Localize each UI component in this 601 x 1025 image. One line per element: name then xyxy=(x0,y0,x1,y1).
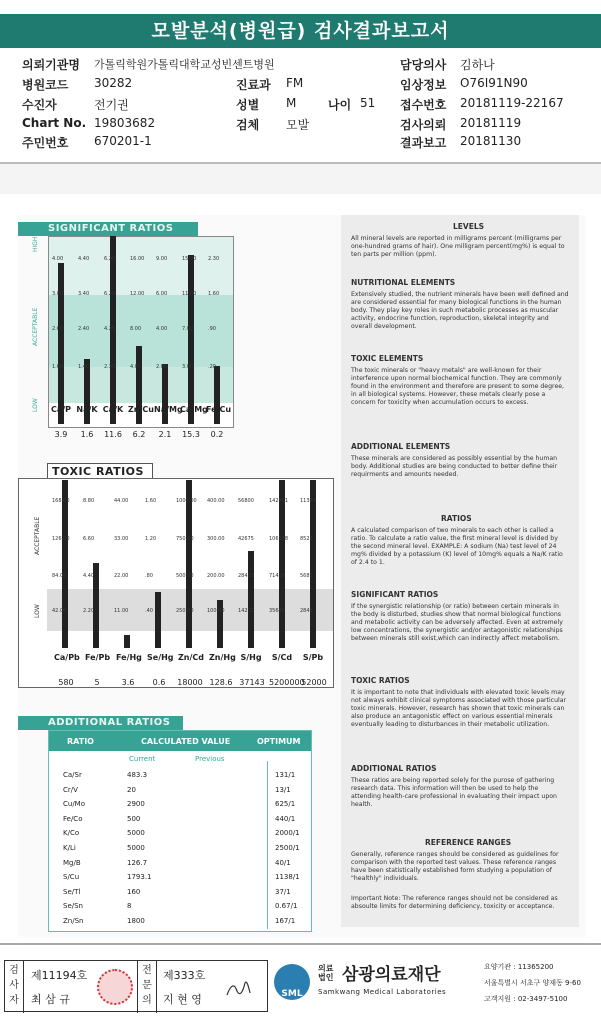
tick-label: 84.00 xyxy=(52,573,67,579)
current-value: 5000 xyxy=(127,829,145,838)
specialist-no: 제333호 xyxy=(163,969,206,982)
tick-label: 35645 xyxy=(269,608,285,614)
category-label: Fe/Cu xyxy=(206,405,232,414)
value-label: 37143 xyxy=(239,678,265,687)
age-value: 51 xyxy=(360,96,376,110)
table-row xyxy=(49,842,311,855)
report-title: 모발분석(병원급) 검사결과보고서 xyxy=(0,14,601,48)
table-row xyxy=(49,813,311,826)
significant-ratios-heading: SIGNIFICANT RATIOS xyxy=(18,222,198,236)
important-note: Important Note: The reference ranges should not be considered as absoulte limits for determining deficiency, toxicity or acceptance. xyxy=(351,895,558,910)
nutritional-text: Extensively studied, the nutrient minerals have been well defined and are considered essential for many biological functions in the human body. They play key roles in such metabolic processes as muscular activity, endocrine function, reproduction, skeletal integrity and overall development. xyxy=(351,291,569,330)
ratios-heading: RATIOS xyxy=(441,514,472,523)
code-value: 30282 xyxy=(94,76,133,90)
clin-value: O76I91N90 xyxy=(460,76,528,90)
optimum-value: 2500/1 xyxy=(275,844,300,852)
category-label: S/Cd xyxy=(271,653,293,662)
examiner-name: 최 삼 규 xyxy=(31,993,70,1006)
signature-icon xyxy=(223,975,253,1001)
org-type: 의료법인 xyxy=(318,964,334,982)
tick-label: 28450 xyxy=(238,573,254,579)
sex-value: M xyxy=(286,96,297,110)
ratio-name: Cr/V xyxy=(63,785,78,794)
chart-value: 19803682 xyxy=(94,116,156,130)
footer xyxy=(0,958,601,1016)
ratio-name: Mg/B xyxy=(63,858,81,867)
examiner-no: 제11194호 xyxy=(31,969,88,982)
tick-label: 22.00 xyxy=(114,573,129,579)
tick-label: 500.00 xyxy=(176,573,194,579)
table-row xyxy=(49,827,311,840)
rrn-label: 주민번호 xyxy=(22,136,69,150)
table-row xyxy=(49,886,311,899)
ratio-name: Se/Tl xyxy=(63,887,81,896)
table-row xyxy=(49,798,311,811)
doctor-label: 담당의사 xyxy=(400,58,447,72)
tick-label: 3.00 xyxy=(52,291,64,297)
value-label: 3.6 xyxy=(121,678,135,687)
bar xyxy=(310,480,316,648)
levels-text: All mineral levels are reported in milligrams percent (milligrams per one-hundred grams of hair). One milligram percent(mg%) is equal to ten parts per million (ppm). xyxy=(351,235,565,258)
tick-label: 250.00 xyxy=(176,608,194,614)
current-value: 500 xyxy=(127,814,141,823)
bar xyxy=(162,364,168,424)
ratio-name: Cu/Mo xyxy=(63,800,86,809)
tick-label: 4.40 xyxy=(83,573,95,579)
category-label: Ca/Pb xyxy=(54,653,80,662)
category-label: Zn/Cd xyxy=(178,653,205,662)
tick-label: 8.00 xyxy=(130,326,142,332)
recv-label: 접수번호 xyxy=(400,98,447,112)
category-label: Fe/Pb xyxy=(85,653,111,662)
value-label: 15.3 xyxy=(182,430,200,439)
additional-ratios-table xyxy=(48,730,312,932)
value-label: 18000 xyxy=(177,678,203,687)
optimum-value: 1138/1 xyxy=(275,873,300,882)
optimum-value: 40/1 xyxy=(275,858,291,867)
doctor-value: 김하나 xyxy=(460,58,495,72)
value-label: 2.1 xyxy=(158,430,172,439)
table-header xyxy=(49,731,311,751)
category-label: Ca/K xyxy=(102,405,124,414)
sig-ratios-text: If the synergistic relationship (or ratio) between certain minerals in the body is disturbed, studies show that normal biological functions and metabolic activity can be adversely affected. Even at extremely low concentrations, the synergistic and/or antagonistic relationships between minerals still exist,which can indirectly affect metabolism. xyxy=(351,603,563,642)
optimum-value: 440/1 xyxy=(275,814,296,823)
tick-label: 44.00 xyxy=(114,498,129,504)
tick-label: 4.00 xyxy=(130,364,142,370)
tick-label: 4.00 xyxy=(52,256,64,262)
tick-label: 4.40 xyxy=(78,256,90,262)
tick-label: 106158 xyxy=(269,536,289,542)
ratio-name: K/Li xyxy=(63,844,76,852)
tick-label: .40 xyxy=(145,608,153,614)
tick-label: 100.00 xyxy=(207,608,225,614)
additional-ratios-heading-side: ADDITIONAL RATIOS xyxy=(351,764,437,773)
rep-value: 20181130 xyxy=(460,134,522,148)
tick-label: 2.40 xyxy=(78,326,90,332)
category-label: Na/K xyxy=(76,405,98,414)
tick-label: 11.00 xyxy=(182,291,197,297)
telephone: 고객지원 : 02-3497-5100 xyxy=(484,995,568,1003)
name-label: 수진자 xyxy=(22,98,57,112)
code-label: 병원코드 xyxy=(22,78,69,92)
tick-label: 400.00 xyxy=(207,498,225,504)
category-label: S/Pb xyxy=(302,653,324,662)
zone-low-label: LOW xyxy=(34,604,41,618)
chart-label: Chart No. xyxy=(22,116,87,130)
req-label: 검사의뢰 xyxy=(400,118,447,132)
signature-box xyxy=(4,960,268,1012)
tick-label: 8.80 xyxy=(83,498,95,504)
header-optimum: OPTIMUM xyxy=(257,737,301,746)
tick-label: 11.00 xyxy=(114,608,129,614)
value-label: 52000 xyxy=(301,678,327,687)
name-value: 전기권 xyxy=(94,98,129,112)
category-label: S/Hg xyxy=(240,653,262,662)
toxic-ratios-heading: TOXIC RATIOS xyxy=(47,463,153,480)
tick-label: 6.60 xyxy=(83,536,95,542)
tick-label: 12.00 xyxy=(130,291,145,297)
optimum-value: 2000/1 xyxy=(275,829,300,838)
value-label: 5200000 xyxy=(269,678,305,687)
tick-label: 2841 xyxy=(300,608,313,614)
address: 서울특별시 서초구 양재동 9-60 xyxy=(484,979,581,987)
bar xyxy=(279,480,285,648)
sml-logo-text: SML xyxy=(281,989,303,999)
high-zone xyxy=(49,237,233,295)
table-row xyxy=(49,871,311,884)
tick-label: 168.00 xyxy=(52,498,70,504)
dept-value: FM xyxy=(286,76,304,90)
subheader-previous: Previous xyxy=(195,755,225,763)
footer-divider xyxy=(0,943,601,945)
nutritional-heading: NUTRITIONAL ELEMENTS xyxy=(351,278,456,287)
category-label: Zn/Cu xyxy=(128,405,154,414)
tick-label: 1.60 xyxy=(52,364,64,370)
tick-label: 750.00 xyxy=(176,536,194,542)
recv-value: 20181119-22167 xyxy=(460,96,564,110)
current-value: 126.7 xyxy=(127,858,148,867)
separator-band xyxy=(0,164,601,194)
levels-heading: LEVELS xyxy=(453,222,485,231)
ratio-name: S/Cu xyxy=(63,873,80,882)
bar xyxy=(124,635,130,648)
optimum-value: 625/1 xyxy=(275,800,296,809)
table-row xyxy=(49,784,311,797)
additional-ratios-heading: ADDITIONAL RATIOS xyxy=(18,716,183,730)
ratio-name: Fe/Co xyxy=(63,814,83,823)
value-label: 11.6 xyxy=(104,430,122,439)
table-row xyxy=(49,915,311,928)
tick-label: 1.40 xyxy=(78,364,90,370)
tick-label: 9.00 xyxy=(156,256,168,262)
tick-label: 8523 xyxy=(300,536,313,542)
req-value: 20181119 xyxy=(460,116,522,130)
tick-label: 56800 xyxy=(238,498,254,504)
explanation-panel xyxy=(341,215,579,927)
toxic-ratios-heading-side: TOXIC RATIOS xyxy=(351,676,410,685)
tick-label: 33.00 xyxy=(114,536,129,542)
bar xyxy=(62,480,68,648)
ratio-name: K/Co xyxy=(63,829,80,838)
tick-label: 3.40 xyxy=(78,291,90,297)
tick-label: 2.00 xyxy=(156,364,168,370)
value-label: 0.2 xyxy=(210,430,224,439)
zone-low-label: LOW xyxy=(32,398,39,412)
bar xyxy=(248,551,254,648)
tick-label: .20 xyxy=(208,364,216,370)
tick-label: 1.60 xyxy=(208,291,220,297)
tick-label: 11364 xyxy=(300,498,316,504)
tick-label: 126.00 xyxy=(52,536,70,542)
value-label: 6.2 xyxy=(132,430,146,439)
ratio-name: Zn/Sn xyxy=(63,917,84,925)
tick-label: 6.20 xyxy=(104,256,116,262)
toxic-elements-heading: TOXIC ELEMENTS xyxy=(351,354,424,363)
clin-label: 임상정보 xyxy=(400,78,447,92)
dept-label: 진료과 xyxy=(236,78,271,92)
category-label: Se/Hg xyxy=(147,653,174,662)
current-value: 483.3 xyxy=(127,771,148,779)
tick-label: 300.00 xyxy=(207,536,225,542)
reference-text: Generally, reference ranges should be considered as guidelines for comparison with the reported test values. These reference ranges have been statistically established form studying a population of "healthly" individuals. xyxy=(351,851,559,882)
toxic-elements-text: The toxic minerals or "heavy metals" are well-known for their interference upon normal biochemical function. They are commonly found in the environment and therefore are present to some degree, in all biological systems. However, these metals clearly pose a concern for toxicity when accumulation occurs to excess. xyxy=(351,367,565,406)
current-value: 1800 xyxy=(127,917,145,925)
ratio-name: Se/Sn xyxy=(63,902,83,911)
category-label: Ca/Mg xyxy=(180,405,208,414)
bar xyxy=(217,600,223,648)
value-label: 3.9 xyxy=(54,430,68,439)
reference-heading: REFERENCE RANGES xyxy=(425,838,512,847)
tick-label: 200.00 xyxy=(207,573,225,579)
table-row xyxy=(49,857,311,870)
tick-label: 2.60 xyxy=(52,326,64,332)
rep-label: 결과보고 xyxy=(400,136,447,150)
tick-label: 4.25 xyxy=(104,326,116,332)
additional-elements-text: These minerals are considered as possibly essential by the human body. Additional studies are being conducted to better define their requirments and amounts needed. xyxy=(351,455,558,478)
tick-label: 1.20 xyxy=(145,536,157,542)
value-label: 5 xyxy=(94,678,100,687)
age-label: 나이 xyxy=(328,98,352,112)
toxic-ratios-text: It is important to note that individuals with elevated toxic levels may not always exhibit clinical symptoms associated with those particular toxic minerals. However, research has shown that toxic minerals can also produce an antagonistic effect on various essential minerals eventually leading to disturbances in their metabolic utilization. xyxy=(351,689,567,728)
specialist-label: 전문의 xyxy=(137,961,157,1013)
header-calculated: CALCULATED VALUE xyxy=(141,737,231,746)
tick-label: 1000.00 xyxy=(176,498,197,504)
specialist-name: 지 현 영 xyxy=(163,993,202,1006)
category-label: Zn/Hg xyxy=(209,653,236,662)
optimum-value: 0.67/1 xyxy=(275,902,298,911)
tick-label: 142851 xyxy=(269,498,289,504)
tick-label: 71428 xyxy=(269,573,285,579)
optimum-value: 131/1 xyxy=(275,771,296,779)
zone-high-label: HIGH xyxy=(32,236,39,252)
table-row xyxy=(49,769,311,782)
tick-label: 42675 xyxy=(238,536,254,542)
value-label: 1.6 xyxy=(80,430,94,439)
current-value: 1793.1 xyxy=(127,873,152,882)
test-label: 검체 xyxy=(236,118,260,132)
tick-label: 7.00 xyxy=(182,326,194,332)
zone-acceptable-label: ACCEPTABLE xyxy=(32,307,39,346)
category-label: Na/Mg xyxy=(154,405,183,414)
ratios-text: A calculated comparison of two minerals to each other is called a ratio. To calculate a ratio value, the first mineral level is divided by the second mineral level. EXAMPLE: A sodium (Na) test level of 24 mg% divided by a potassium (K) level of 10mg% equals a Na/K ratio of 2.4 to 1. xyxy=(351,527,563,566)
current-value: 8 xyxy=(127,902,132,911)
tick-label: 16.00 xyxy=(130,256,145,262)
test-value: 모발 xyxy=(286,118,310,132)
tick-label: .80 xyxy=(145,573,153,579)
current-value: 20 xyxy=(127,785,136,794)
optimum-value: 167/1 xyxy=(275,917,296,925)
sml-logo-icon xyxy=(274,964,310,1000)
agency-code: 요양기관 : 11365200 xyxy=(484,963,554,971)
additional-ratios-text: These ratios are being reported solely for the purose of gathering research data. This information will then be used to help the attending health-care professional in evaluating their impact upon health. xyxy=(351,777,557,808)
tick-label: .90 xyxy=(208,326,216,332)
optimum-value: 13/1 xyxy=(275,785,291,794)
tick-label: 6.20 xyxy=(104,291,116,297)
rrn-value: 670201-1 xyxy=(94,134,152,148)
tick-label: 1.60 xyxy=(145,498,157,504)
seal-stamp xyxy=(97,969,133,1005)
bar xyxy=(214,366,220,424)
tick-label: 4.00 xyxy=(156,326,168,332)
tick-label: 2.30 xyxy=(104,364,116,370)
tick-label: 6.00 xyxy=(156,291,168,297)
bar xyxy=(186,480,192,648)
subheader-current: Current xyxy=(129,755,156,763)
tick-label: 42.00 xyxy=(52,608,67,614)
org-name: 삼광의료재단 xyxy=(342,965,441,985)
examiner-label: 검사자 xyxy=(5,961,24,1013)
optimum-value: 37/1 xyxy=(275,887,291,896)
sig-ratios-heading: SIGNIFICANT RATIOS xyxy=(351,590,439,599)
inst-value: 가톨릭학원가톨릭대학교성빈센트병원 xyxy=(94,58,275,71)
current-value: 160 xyxy=(127,887,141,896)
current-value: 2900 xyxy=(127,800,145,809)
value-label: 0.6 xyxy=(152,678,166,687)
header-ratio: RATIO xyxy=(67,737,94,746)
category-label: Ca/P xyxy=(50,405,72,414)
zone-acceptable-label: ACCEPTABLE xyxy=(34,516,41,555)
bar xyxy=(188,255,194,424)
tick-label: 15.00 xyxy=(182,256,197,262)
org-name-en: Samkwang Medical Laboratories xyxy=(318,988,447,996)
table-row xyxy=(49,900,311,913)
tick-label: 2.20 xyxy=(83,608,95,614)
tick-label: 14225 xyxy=(238,608,254,614)
sex-label: 성별 xyxy=(236,98,260,112)
category-label: Fe/Hg xyxy=(116,653,142,662)
current-value: 5000 xyxy=(127,844,145,852)
bar xyxy=(58,263,64,425)
inst-label: 의뢰기관명 xyxy=(22,58,80,72)
ratio-name: Ca/Sr xyxy=(63,771,82,779)
tick-label: 5682 xyxy=(300,573,313,579)
bar xyxy=(155,592,161,648)
value-label: 128.6 xyxy=(209,678,233,687)
tick-label: 3.00 xyxy=(182,364,194,370)
value-label: 580 xyxy=(58,678,74,687)
additional-elements-heading: ADDITIONAL ELEMENTS xyxy=(351,442,451,451)
tick-label: 2.30 xyxy=(208,256,220,262)
